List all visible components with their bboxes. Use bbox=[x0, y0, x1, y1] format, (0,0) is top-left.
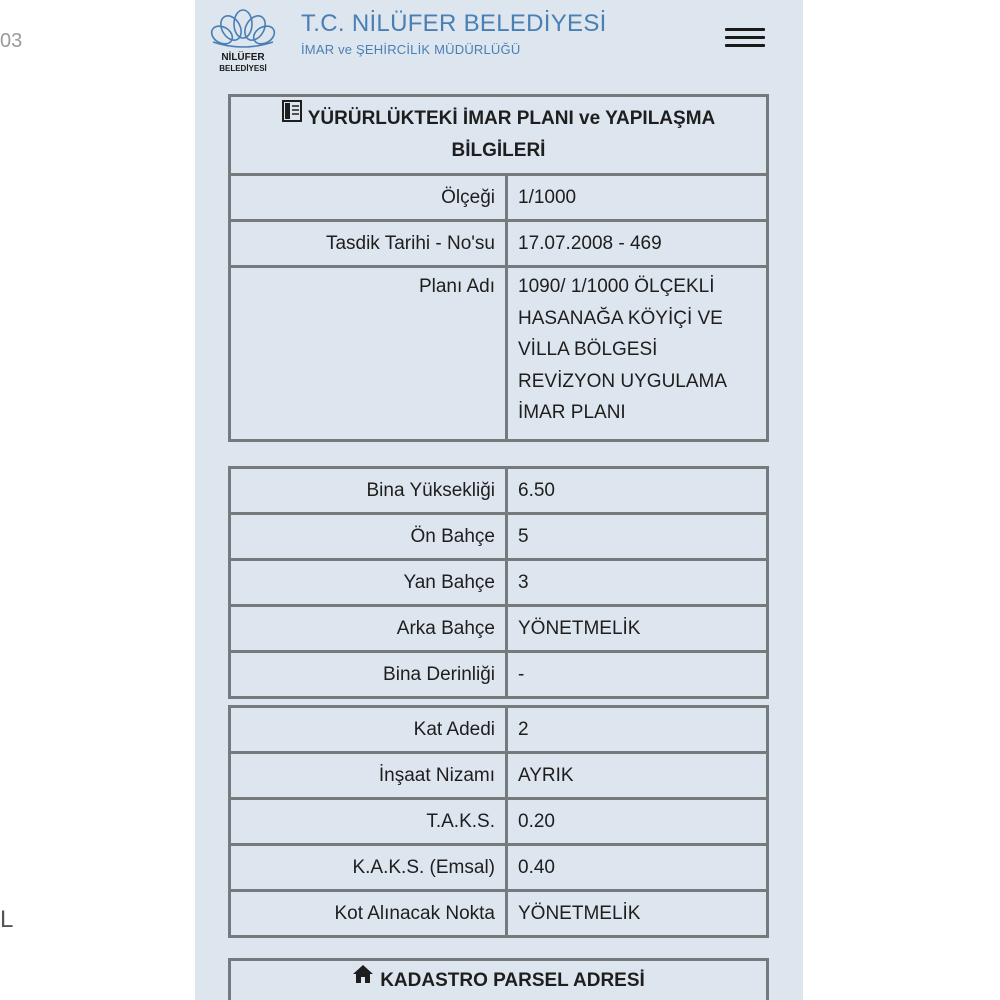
parcel-address-heading bbox=[230, 960, 768, 1000]
table-row bbox=[230, 267, 768, 441]
table-row bbox=[230, 221, 768, 267]
row-label: Ölçeği bbox=[230, 175, 507, 221]
row-value: AYRIK bbox=[507, 753, 768, 799]
row-value: 1090/ 1/1000 ÖLÇEKLİ HASANAĞA KÖYİÇİ VE VİLLA BÖLGESİ REVİZYON UYGULAMA İMAR PLANI bbox=[507, 267, 768, 441]
plan-info-title: YÜRÜRLÜKTEKİ İMAR PLANI ve YAPILAŞMA BİLGİLERİ bbox=[307, 108, 716, 161]
side-text-bottom: L bbox=[0, 906, 14, 933]
row-label: Bina Derinliği bbox=[230, 652, 507, 698]
row-value: 0.40 bbox=[507, 845, 768, 891]
table-row bbox=[230, 175, 768, 221]
app-header bbox=[195, 0, 803, 80]
row-value: 5 bbox=[507, 514, 768, 560]
table-row bbox=[230, 753, 768, 799]
side-text-top: 03 bbox=[0, 30, 23, 52]
row-label: Ön Bahçe bbox=[230, 514, 507, 560]
row-label: Planı Adı bbox=[230, 267, 507, 441]
parcel-address-title: KADASTRO PARSEL ADRESİ bbox=[380, 970, 645, 991]
table-row bbox=[230, 891, 768, 937]
home-icon bbox=[352, 963, 374, 995]
row-value: 1/1000 bbox=[507, 175, 768, 221]
table-row bbox=[230, 845, 768, 891]
row-value: - bbox=[507, 652, 768, 698]
row-value: YÖNETMELİK bbox=[507, 606, 768, 652]
document-icon bbox=[282, 100, 302, 133]
row-label: Kot Alınacak Nokta bbox=[230, 891, 507, 937]
row-value: 6.50 bbox=[507, 468, 768, 514]
table-row bbox=[230, 468, 768, 514]
table-row bbox=[230, 799, 768, 845]
row-label: Kat Adedi bbox=[230, 707, 507, 753]
table-row bbox=[230, 707, 768, 753]
row-label: İnşaat Nizamı bbox=[230, 753, 507, 799]
row-value: YÖNETMELİK bbox=[507, 891, 768, 937]
municipality-logo bbox=[203, 2, 283, 78]
row-label: Bina Yüksekliği bbox=[230, 468, 507, 514]
plan-info-table bbox=[228, 94, 769, 442]
table-row bbox=[230, 652, 768, 698]
plan-info-heading bbox=[230, 96, 768, 175]
row-value: 2 bbox=[507, 707, 768, 753]
row-label: T.A.K.S. bbox=[230, 799, 507, 845]
building-rules-table bbox=[228, 705, 769, 938]
setback-table bbox=[228, 466, 769, 699]
row-value: 3 bbox=[507, 560, 768, 606]
brand-subtitle: İMAR ve ŞEHİRCİLİK MÜDÜRLÜĞÜ bbox=[301, 42, 521, 57]
table-row bbox=[230, 514, 768, 560]
row-label: K.A.K.S. (Emsal) bbox=[230, 845, 507, 891]
row-value: 17.07.2008 - 469 bbox=[507, 221, 768, 267]
hamburger-menu-icon[interactable] bbox=[725, 24, 765, 54]
row-label: Yan Bahçe bbox=[230, 560, 507, 606]
row-label: Tasdik Tarihi - No'su bbox=[230, 221, 507, 267]
parcel-address-table bbox=[228, 958, 769, 1000]
row-value: 0.20 bbox=[507, 799, 768, 845]
table-row bbox=[230, 606, 768, 652]
brand-title: T.C. NİLÜFER BELEDİYESİ bbox=[301, 10, 607, 37]
mobile-page bbox=[195, 0, 803, 1000]
svg-text:BELEDİYESİ: BELEDİYESİ bbox=[219, 64, 267, 73]
table-row bbox=[230, 560, 768, 606]
row-label: Arka Bahçe bbox=[230, 606, 507, 652]
svg-text:NİLÜFER: NİLÜFER bbox=[221, 52, 265, 63]
